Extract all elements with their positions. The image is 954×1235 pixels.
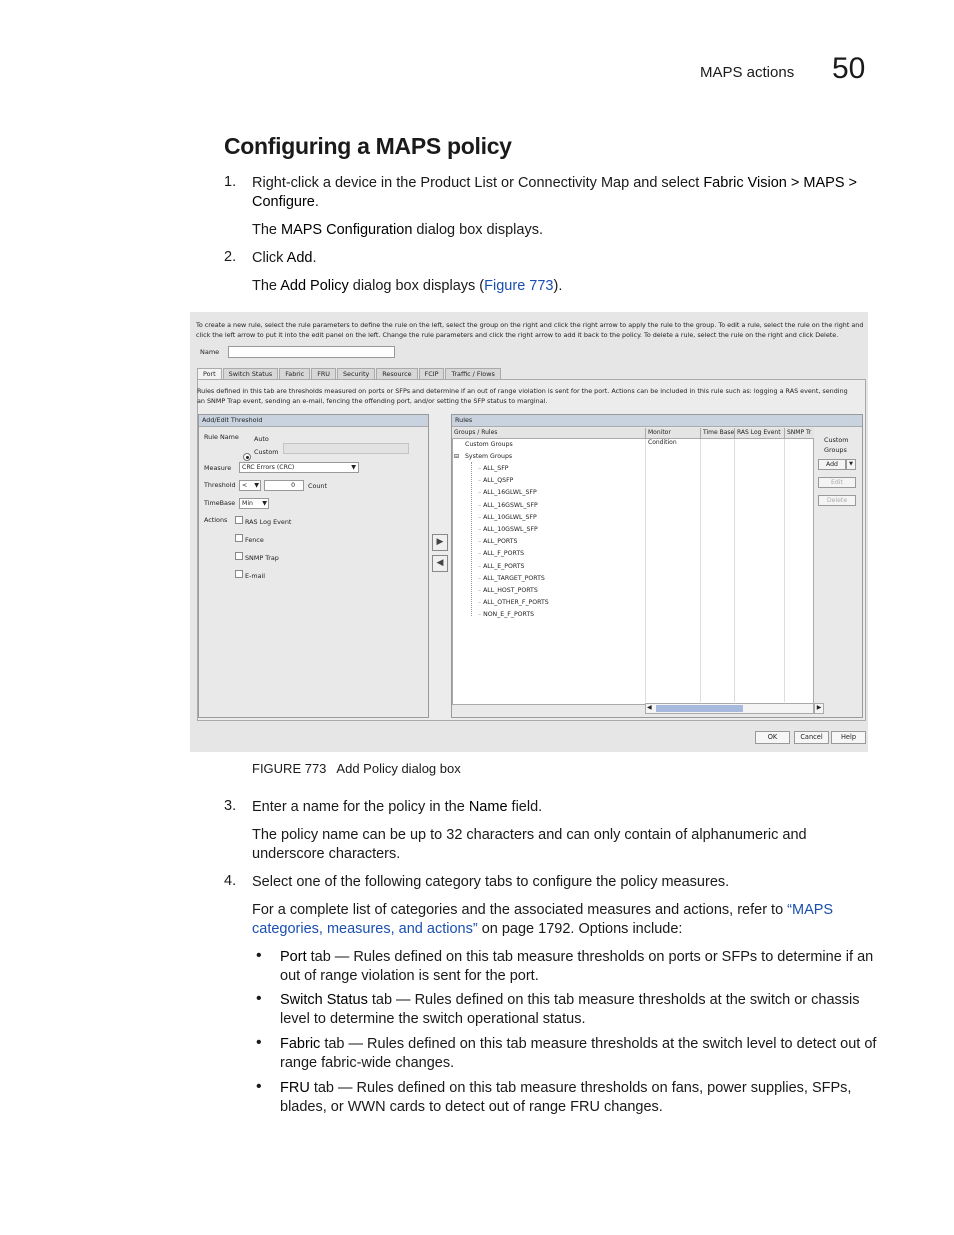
step-1-number: 1. xyxy=(224,174,237,190)
step-2-result-post: ). xyxy=(553,278,563,294)
tree-guide-line xyxy=(471,462,473,616)
step-4-note xyxy=(252,901,864,939)
tree-node-custom-groups[interactable]: Custom Groups xyxy=(465,441,513,448)
bullet-switch-status-bold: Switch Status xyxy=(280,992,368,1008)
email-checkbox[interactable] xyxy=(235,570,243,578)
tree-item-system-group[interactable] xyxy=(478,585,538,597)
step-3-post: field. xyxy=(507,799,543,815)
timebase-value: Min xyxy=(242,500,253,507)
cancel-button[interactable]: Cancel xyxy=(794,731,829,744)
bullet-fru-text: tab — Rules defined on this tab measure thresholds on fans, power supplies, SFPs, blades, or WWN cards to detect out of range FRU changes. xyxy=(280,1080,852,1115)
bullet-icon: • xyxy=(256,1078,262,1095)
step-1-result-post: dialog box displays. xyxy=(412,222,543,238)
scrollbar-thumb[interactable] xyxy=(656,705,743,712)
actions-label: Actions xyxy=(204,516,228,524)
bullet-fabric-bold: Fabric xyxy=(280,1036,321,1052)
chevron-down-icon: ▼ xyxy=(351,464,356,471)
step-4-number: 4. xyxy=(224,873,237,889)
scroll-left-icon: ◀ xyxy=(647,704,652,711)
step-1-menu-configure: Configure xyxy=(252,194,315,210)
threshold-panel-title: Add/Edit Threshold xyxy=(199,415,428,427)
step-1-result-dialog: MAPS Configuration xyxy=(281,222,413,238)
bullet-icon: • xyxy=(256,947,262,964)
threshold-value: 0 xyxy=(291,482,295,489)
edit-group-button[interactable]: Edit xyxy=(818,477,856,488)
tree-item-system-group[interactable] xyxy=(478,536,517,548)
tab-fabric[interactable]: Fabric xyxy=(279,368,310,379)
step-1-result-pre: The xyxy=(252,222,282,238)
step-1-menu-path: Fabric Vision > MAPS > xyxy=(703,175,857,191)
snmp-trap-label: SNMP Trap xyxy=(245,554,279,562)
rules-panel-title: Rules xyxy=(452,415,862,427)
horizontal-scrollbar[interactable] xyxy=(645,703,822,714)
bullet-icon: • xyxy=(256,990,262,1007)
tab-fcip[interactable]: FCIP xyxy=(419,368,445,379)
name-label: Name xyxy=(200,348,220,356)
tree-branch-line: – xyxy=(478,611,484,619)
column-divider xyxy=(734,439,735,702)
bullet-fabric xyxy=(280,1035,880,1073)
tree-item-system-group[interactable] xyxy=(478,609,534,621)
timebase-label: TimeBase xyxy=(204,499,236,507)
name-input[interactable] xyxy=(228,346,395,358)
system-group-label: ALL_HOST_PORTS xyxy=(483,587,538,594)
col-snmp-trap[interactable]: SNMP Tr xyxy=(784,428,814,439)
system-group-label: ALL_OTHER_F_PORTS xyxy=(483,599,549,607)
fence-checkbox[interactable] xyxy=(235,534,243,542)
step-2-pre: Click xyxy=(252,250,287,266)
tree-item-system-group[interactable] xyxy=(478,463,509,475)
figure-caption xyxy=(252,761,461,776)
system-group-label: ALL_SFP xyxy=(483,465,509,472)
tree-branch-line: – xyxy=(478,538,484,546)
tree-toggle[interactable] xyxy=(454,451,459,463)
category-tabs xyxy=(197,368,502,379)
add-policy-dialog xyxy=(190,312,868,752)
step-1-text xyxy=(252,174,872,212)
step-1-post: . xyxy=(314,194,319,210)
tree-node-system-groups[interactable]: System Groups xyxy=(465,453,513,460)
add-edit-threshold-panel xyxy=(198,414,429,718)
tree-branch-line: – xyxy=(478,477,484,485)
tree-item-system-group[interactable] xyxy=(478,548,524,560)
col-monitor-condition[interactable]: Monitor Condition xyxy=(645,428,701,439)
timebase-dropdown[interactable] xyxy=(239,498,269,509)
tree-branch-line: – xyxy=(478,513,484,521)
chevron-down-icon: ▼ xyxy=(262,500,267,507)
bullet-icon: • xyxy=(256,1034,262,1051)
measure-label: Measure xyxy=(204,464,232,472)
measure-dropdown[interactable] xyxy=(239,462,359,473)
custom-groups-title-2: Groups xyxy=(824,446,847,454)
snmp-trap-checkbox[interactable] xyxy=(235,552,243,560)
running-header-section: MAPS actions xyxy=(700,64,795,81)
step-2-number: 2. xyxy=(224,249,237,265)
bullet-fru xyxy=(280,1079,870,1117)
tree-branch-line: – xyxy=(478,501,484,509)
custom-groups-title-1: Custom xyxy=(824,436,849,444)
tree-item-system-group[interactable] xyxy=(478,561,524,573)
column-divider xyxy=(645,439,646,702)
system-group-label: NON_E_F_PORTS xyxy=(483,611,535,619)
system-group-label: ALL_10GLWL_SFP xyxy=(483,513,537,521)
tree-item-system-group[interactable] xyxy=(478,524,538,536)
figure-caption-text: Add Policy dialog box xyxy=(336,761,461,776)
collapse-icon: ⊟ xyxy=(454,453,460,460)
delete-group-button[interactable]: Delete xyxy=(818,495,856,506)
tree-item-system-group[interactable] xyxy=(478,597,549,609)
tree-item-system-group[interactable] xyxy=(478,475,513,487)
col-ras-log-event[interactable]: RAS Log Event xyxy=(734,428,785,439)
column-divider xyxy=(700,439,701,702)
tab-switch-status[interactable]: Switch Status xyxy=(223,368,279,379)
col-groups-rules[interactable]: Groups / Rules xyxy=(452,428,647,439)
system-group-label: ALL_QSFP xyxy=(483,477,514,485)
chevron-down-icon: ▼ xyxy=(849,461,853,467)
categories-link[interactable]: “MAPS categories, measures, and actions” xyxy=(252,902,834,937)
step-1-result xyxy=(252,221,543,240)
system-group-label: ALL_F_PORTS xyxy=(483,550,525,558)
step-3-name: Name xyxy=(468,799,508,815)
step-1-pre: Right-click a device in the Product List or Connectivity Map and select xyxy=(252,175,704,191)
step-3-number: 3. xyxy=(224,798,237,814)
figure-label: FIGURE 773 xyxy=(252,761,327,776)
chapter-number: 50 xyxy=(832,52,866,85)
step-2-post: . xyxy=(312,250,317,266)
measure-value: CRC Errors (CRC) xyxy=(242,464,295,471)
tree-branch-line: – xyxy=(478,465,484,472)
column-divider xyxy=(784,439,785,702)
tree-item-system-group[interactable] xyxy=(478,500,538,512)
add-menu-button[interactable] xyxy=(846,459,856,470)
bullet-port-bold: Port xyxy=(280,949,307,965)
figure-773-link[interactable]: Figure 773 xyxy=(484,278,554,294)
step-3-pre: Enter a name for the policy in the xyxy=(252,799,469,815)
custom-label: Custom xyxy=(254,448,279,456)
step-3-text xyxy=(252,798,542,817)
threshold-label: Threshold xyxy=(204,481,236,489)
arrow-left-icon: ◀ xyxy=(436,558,444,568)
system-group-label: ALL_16GLWL_SFP xyxy=(483,489,537,497)
bullet-switch-status xyxy=(280,991,880,1029)
bullet-port-text: tab — Rules defined on this tab measure thresholds on ports or SFPs to determine if an out of range violation is sent for the port. xyxy=(280,949,874,984)
ras-log-event-label: RAS Log Event xyxy=(245,518,292,526)
section-title: Configuring a MAPS policy xyxy=(224,133,512,159)
add-group-button[interactable]: Add xyxy=(818,459,846,470)
step-2-result-mid: dialog box displays ( xyxy=(348,278,485,294)
system-group-label: ALL_10GSWL_SFP xyxy=(483,526,538,533)
tree-item-system-group[interactable] xyxy=(478,487,537,499)
arrow-right-icon: ▶ xyxy=(436,537,444,547)
tree-branch-line: – xyxy=(478,526,484,533)
ras-log-event-checkbox[interactable] xyxy=(235,516,243,524)
tab-port[interactable]: Port xyxy=(197,368,222,379)
threshold-operator[interactable] xyxy=(239,480,261,491)
tab-security[interactable]: Security xyxy=(337,368,375,379)
tree-branch-line: – xyxy=(478,550,484,558)
tab-fru[interactable]: FRU xyxy=(311,368,336,379)
bullet-switch-status-text: tab — Rules defined on this tab measure thresholds at the switch or chassis level to determine the switch operational status. xyxy=(280,992,860,1027)
system-group-label: ALL_TARGET_PORTS xyxy=(483,574,545,582)
step-2-result-pre: The xyxy=(252,278,281,294)
right-arrow-button[interactable] xyxy=(432,534,448,551)
tab-description: Rules defined in this tab are thresholds measured on ports or SFPs and determine if an out of range violation is sent for the port. Actions can be included in this rule such as: logging a RAS event, sending an SNMP Trap event, sending an e-mail, fencing the offending port, and/or setting the SFP status to marginal. xyxy=(197,387,848,405)
system-group-label: ALL_PORTS xyxy=(483,538,518,546)
tree-branch-line: – xyxy=(478,574,484,582)
fence-label: Fence xyxy=(245,536,264,544)
email-label: E-mail xyxy=(245,572,266,580)
step-4-note-post: on page 1792. Options include: xyxy=(477,921,683,937)
rule-name-label: Rule Name xyxy=(204,433,239,441)
threshold-operator-value: < xyxy=(242,482,248,489)
chevron-down-icon: ▼ xyxy=(254,482,259,489)
auto-label: Auto xyxy=(254,435,269,443)
scroll-right-icon: ▶ xyxy=(814,703,824,714)
system-group-label: ALL_E_PORTS xyxy=(483,562,525,570)
ok-button[interactable]: OK xyxy=(755,731,790,744)
tree-branch-line: – xyxy=(478,599,484,607)
col-time-base[interactable]: Time Base xyxy=(700,428,735,439)
step-4-text: Select one of the following category tabs to configure the policy measures. xyxy=(252,874,730,890)
help-button[interactable]: Help xyxy=(831,731,866,744)
bullet-fru-bold: FRU xyxy=(280,1080,310,1096)
system-group-label: ALL_16GSWL_SFP xyxy=(483,501,538,509)
tab-traffic-flows[interactable]: Traffic / Flows xyxy=(445,368,500,379)
count-label: Count xyxy=(308,482,327,490)
left-arrow-button[interactable] xyxy=(432,555,448,572)
threshold-value-input[interactable] xyxy=(264,480,304,491)
tree-branch-line: – xyxy=(478,562,484,570)
step-2-result xyxy=(252,277,562,296)
step-2-result-dialog: Add Policy xyxy=(280,278,349,294)
tree-branch-line: – xyxy=(478,587,484,594)
tree-item-system-group[interactable] xyxy=(478,512,537,524)
step-4-note-pre: For a complete list of categories and the associated measures and actions, refer to xyxy=(252,902,788,918)
step-3-note: The policy name can be up to 32 characters and can only contain of alphanumeric and underscore characters. xyxy=(252,827,807,862)
bullet-fabric-text: tab — Rules defined on this tab measure thresholds at the switch level to detect out of range fabric-wide changes. xyxy=(280,1036,877,1071)
bullet-port xyxy=(280,948,880,986)
tree-branch-line: – xyxy=(478,489,484,497)
step-2-text xyxy=(252,249,317,268)
tab-resource[interactable]: Resource xyxy=(376,368,417,379)
tree-item-system-group[interactable] xyxy=(478,573,545,585)
dialog-instructions: To create a new rule, select the rule parameters to define the rule on the left, select the group on the right and click the right arrow to apply the rule to the group. To edit a rule, select the rule on the right and click the left arrow to put it into the edit panel on the left. Change the rule parameters and click the right arrow to add it back to the policy. To delete a rule, select the rule on the right and click Delete. xyxy=(196,321,864,339)
step-2-add: Add xyxy=(286,250,313,266)
custom-groups-title xyxy=(824,435,848,455)
auto-radio[interactable] xyxy=(243,453,251,461)
custom-name-input[interactable] xyxy=(283,443,409,454)
